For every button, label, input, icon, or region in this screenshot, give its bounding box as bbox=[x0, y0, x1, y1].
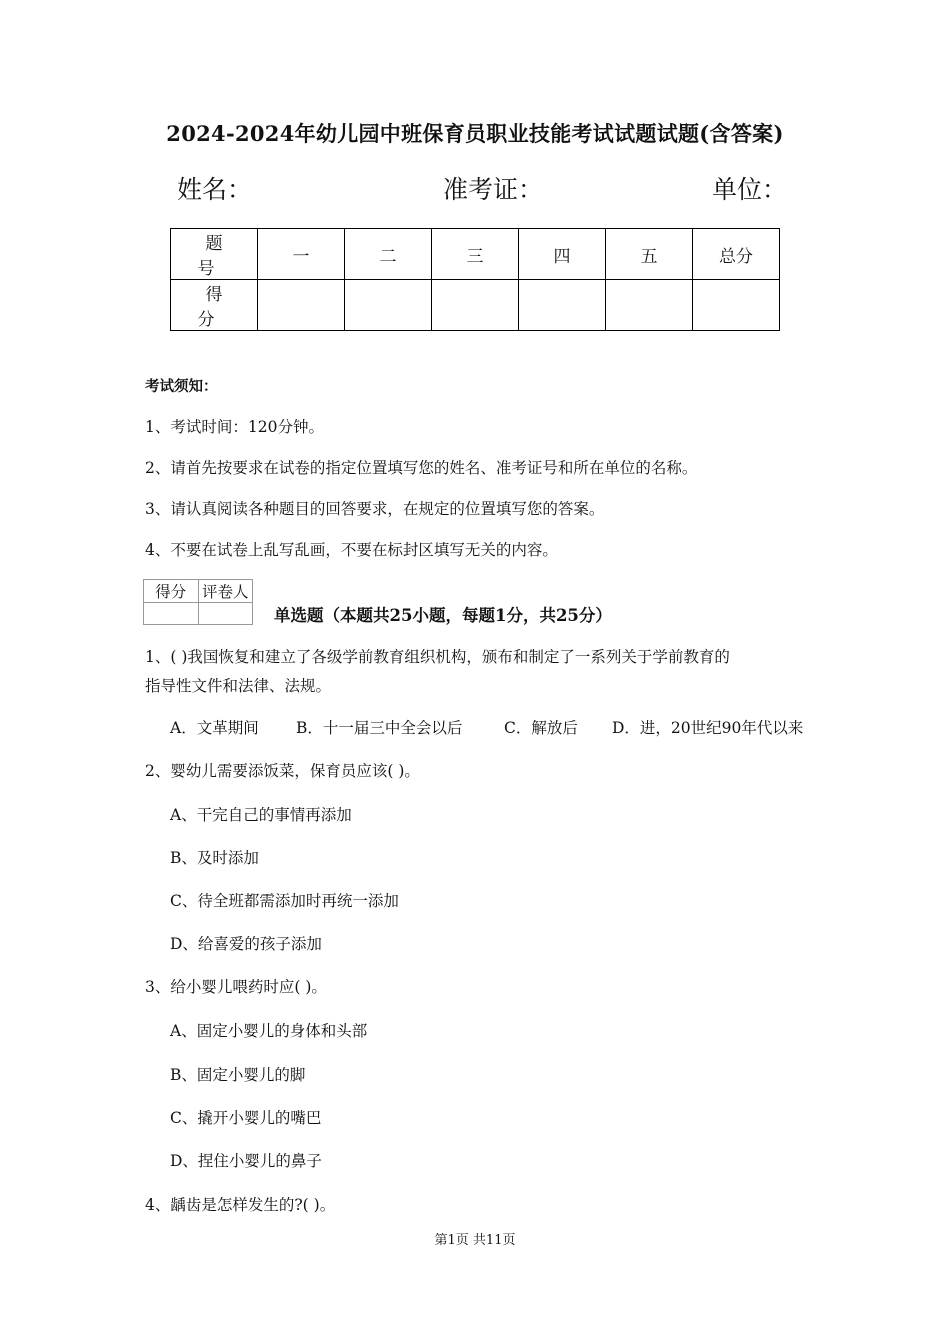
question-text: 3、给小婴儿喂药时应( )。 bbox=[145, 978, 327, 996]
option-c[interactable]: C、待全班都需添加时再统一添加 bbox=[170, 892, 399, 910]
score-table-cell: 三 bbox=[432, 229, 519, 280]
option-c[interactable]: C、撬开小婴儿的嘴巴 bbox=[170, 1109, 322, 1127]
option-d[interactable]: D、捏住小婴儿的鼻子 bbox=[170, 1152, 322, 1170]
score-table-cell: 总分 bbox=[693, 229, 780, 280]
score-table-score-row bbox=[171, 280, 780, 331]
option-d[interactable]: D、给喜爱的孩子添加 bbox=[170, 935, 322, 953]
score-table-header-row bbox=[171, 229, 780, 280]
section-title: 单选题（本题共25小题，每题1分，共25分） bbox=[274, 606, 612, 625]
score-table bbox=[170, 228, 780, 331]
notice-item: 4、不要在试卷上乱写乱画，不要在标封区填写无关的内容。 bbox=[145, 541, 558, 559]
option-b[interactable]: B、固定小婴儿的脚 bbox=[170, 1066, 306, 1084]
score-table-cell: 题 号 bbox=[171, 229, 258, 280]
notice-item: 3、请认真阅读各种题目的回答要求，在规定的位置填写您的答案。 bbox=[145, 500, 605, 518]
notice-item: 1、考试时间：120分钟。 bbox=[145, 418, 324, 436]
notice-heading: 考试须知： bbox=[145, 378, 218, 395]
score-input-cell[interactable] bbox=[606, 280, 693, 331]
grader-box-grader-label: 评卷人 bbox=[198, 580, 253, 603]
score-table-cell: 四 bbox=[519, 229, 606, 280]
score-table-cell: 一 bbox=[258, 229, 345, 280]
notice-item: 2、请首先按要求在试卷的指定位置填写您的姓名、准考证号和所在单位的名称。 bbox=[145, 459, 698, 477]
name-field-label: 姓名： bbox=[177, 175, 253, 204]
question-text: 2、婴幼儿需要添饭菜，保育员应该( )。 bbox=[145, 762, 420, 780]
score-table-cell: 得 分 bbox=[171, 280, 258, 331]
option-a[interactable]: A、固定小婴儿的身体和头部 bbox=[170, 1022, 368, 1040]
page-footer: 第1页 共11页 bbox=[434, 1233, 516, 1248]
score-input-cell[interactable] bbox=[345, 280, 432, 331]
score-input-cell[interactable] bbox=[432, 280, 519, 331]
score-table-cell: 二 bbox=[345, 229, 432, 280]
grader-box-score-cell[interactable] bbox=[144, 603, 199, 625]
unit-field-label: 单位： bbox=[712, 175, 788, 204]
page-title: 2024-2024年幼儿园中班保育员职业技能考试试题试题(含答案) bbox=[166, 121, 784, 146]
score-input-cell[interactable] bbox=[258, 280, 345, 331]
question-text: 1、( )我国恢复和建立了各级学前教育组织机构，颁布和制定了一系列关于学前教育的 bbox=[145, 648, 730, 666]
grader-box-grader-cell[interactable] bbox=[198, 603, 253, 625]
score-input-cell[interactable] bbox=[519, 280, 606, 331]
exam-id-field-label: 准考证： bbox=[443, 175, 544, 204]
score-input-cell[interactable] bbox=[693, 280, 780, 331]
option-b[interactable]: B．十一届三中全会以后 bbox=[296, 719, 463, 737]
option-b[interactable]: B、及时添加 bbox=[170, 849, 259, 867]
score-table-cell: 五 bbox=[606, 229, 693, 280]
option-c[interactable]: C．解放后 bbox=[504, 719, 578, 737]
grader-box-score-label: 得分 bbox=[144, 580, 199, 603]
option-a[interactable]: A、干完自己的事情再添加 bbox=[170, 806, 352, 824]
option-d[interactable]: D．进，20世纪90年代以来 bbox=[612, 719, 804, 737]
question-text: 指导性文件和法律、法规。 bbox=[145, 677, 332, 695]
grader-box bbox=[143, 579, 253, 625]
question-text: 4、龋齿是怎样发生的?( )。 bbox=[145, 1196, 336, 1214]
option-a[interactable]: A．文革期间 bbox=[170, 719, 259, 737]
